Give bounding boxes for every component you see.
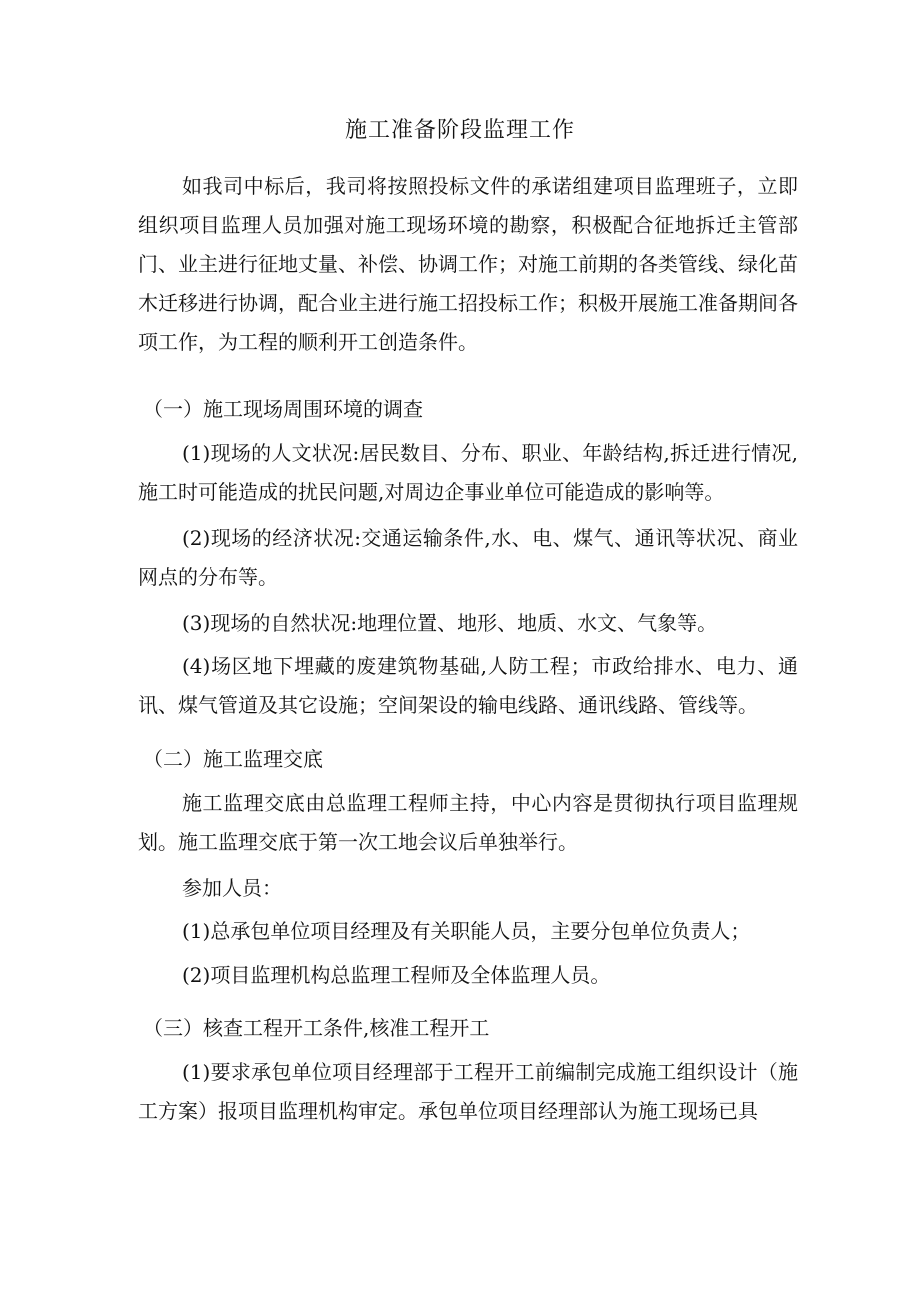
section-2-heading: （二）施工监理交底 — [143, 747, 323, 771]
section-3-heading: （三）核查工程开工条件,核准工程开工 — [143, 1016, 490, 1040]
section-2-intro: 施工监理交底由总监理工程师主持，中心内容是贯彻执行项目监理规划。施工监理交底于第一次工地会议后单独举行。 — [138, 791, 798, 854]
section-1-heading: （一）施工现场周围环境的调查 — [143, 397, 423, 421]
section-1-item-1: (1)现场的人文状况:居民数目、分布、职业、年龄结构,拆迁进行情况,施工时可能造成的扰民问题,对周边企事业单位可能造成的影响等。 — [138, 441, 798, 504]
section-1-item-4: (4)场区地下埋藏的废建筑物基础,人防工程；市政给排水、电力、通讯、煤气管道及其它设施；空间架设的输电线路、通讯线路、管线等。 — [138, 654, 798, 717]
section-1-item-2: (2)现场的经济状况:交通运输条件,水、电、煤气、通讯等状况、商业网点的分布等。 — [138, 526, 798, 589]
document-title: 施工准备阶段监理工作 — [344, 118, 575, 143]
intro-paragraph: 如我司中标后，我司将按照投标文件的承诺组建项目监理班子，立即组织项目监理人员加强对施工现场环境的勘察，积极配合征地拆迁主管部门、业主进行征地丈量、补偿、协调工作；对施工前期的各类管线、绿化苗木迁移进行协调，配合业主进行施工招投标工作；积极开展施工准备期间各项工作，为工程的顺利开工创造条件。 — [138, 174, 798, 354]
section-2-item-1: (1)总承包单位项目经理及有关职能人员，主要分包单位负责人； — [182, 919, 751, 943]
section-1-item-3: (3)现场的自然状况:地理位置、地形、地质、水文、气象等。 — [182, 611, 718, 635]
section-2-participants-label: 参加人员： — [182, 876, 282, 900]
section-2-item-2: (2)项目监理机构总监理工程师及全体监理人员。 — [182, 963, 611, 987]
section-3-item-1: (1)要求承包单位项目经理部于工程开工前编制完成施工组织设计（施工方案）报项目监理机构审定。承包单位项目经理部认为施工现场已具 — [138, 1060, 798, 1123]
